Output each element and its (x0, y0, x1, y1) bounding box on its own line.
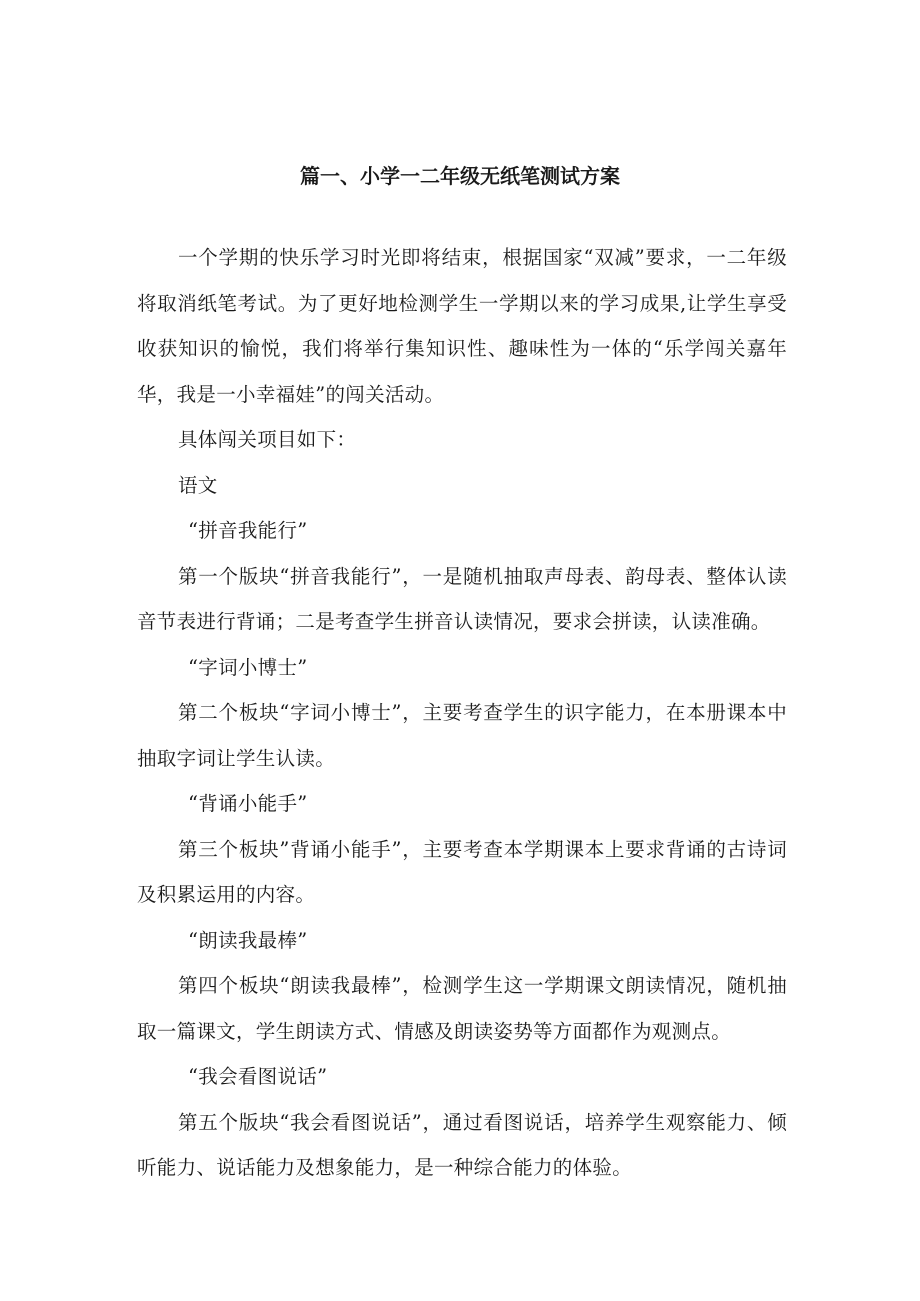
document-title: 篇一、小学一二年级无纸笔测试方案 (300, 164, 620, 188)
section-paragraph-reading: 第四个板块“朗读我最棒”，检测学生这一学期课文朗读情况，随机抽取一篇课文，学生朗读方式、情感及朗读姿势等方面都作为观测点。 (137, 974, 787, 1043)
intro-paragraph: 一个学期的快乐学习时光即将结束，根据国家“双减”要求，一二年级将取消纸笔考试。为了更好地检测学生一学期以来的学习成果,让学生享受收获知识的愉悦，我们将举行集知识性、趣味性为一体的“乐学闯关嘉年华，我是一小幸福娃”的闯关活动。 (137, 246, 787, 406)
document-body (137, 235, 787, 1191)
section-heading-recite: “背诵小能手” (188, 792, 308, 815)
section-paragraph-words: 第二个板块“字词小博士”，主要考查学生的识字能力，在本册课本中抽取字词让学生认读。 (137, 701, 787, 770)
section-paragraph-recite: 第三个板块”背诵小能手”，主要考查本学期课本上要求背诵的古诗词及积累运用的内容。 (137, 837, 787, 906)
section-heading-picture-talk: “我会看图说话” (188, 1065, 328, 1088)
section-heading-words: “字词小博士” (188, 655, 308, 679)
section-paragraph-picture-talk: 第五个版块“我会看图说话”，通过看图说话，培养学生观察能力、倾听能力、说话能力及想象能力，是一种综合能力的体验。 (137, 1110, 787, 1179)
section-heading-pinyin: “拼音我能行” (188, 519, 308, 542)
section-heading-reading: “朗读我最棒” (188, 928, 308, 952)
items-intro-paragraph: 具体闯关项目如下： (178, 428, 357, 451)
section-paragraph-pinyin: 第一个版块“拼音我能行”，一是随机抽取声母表、韵母表、整体认读音节表进行背诵；二是考查学生拼音认读情况，要求会拼读，认读准确。 (137, 564, 787, 633)
subject-heading-chinese: 语文 (178, 473, 218, 497)
